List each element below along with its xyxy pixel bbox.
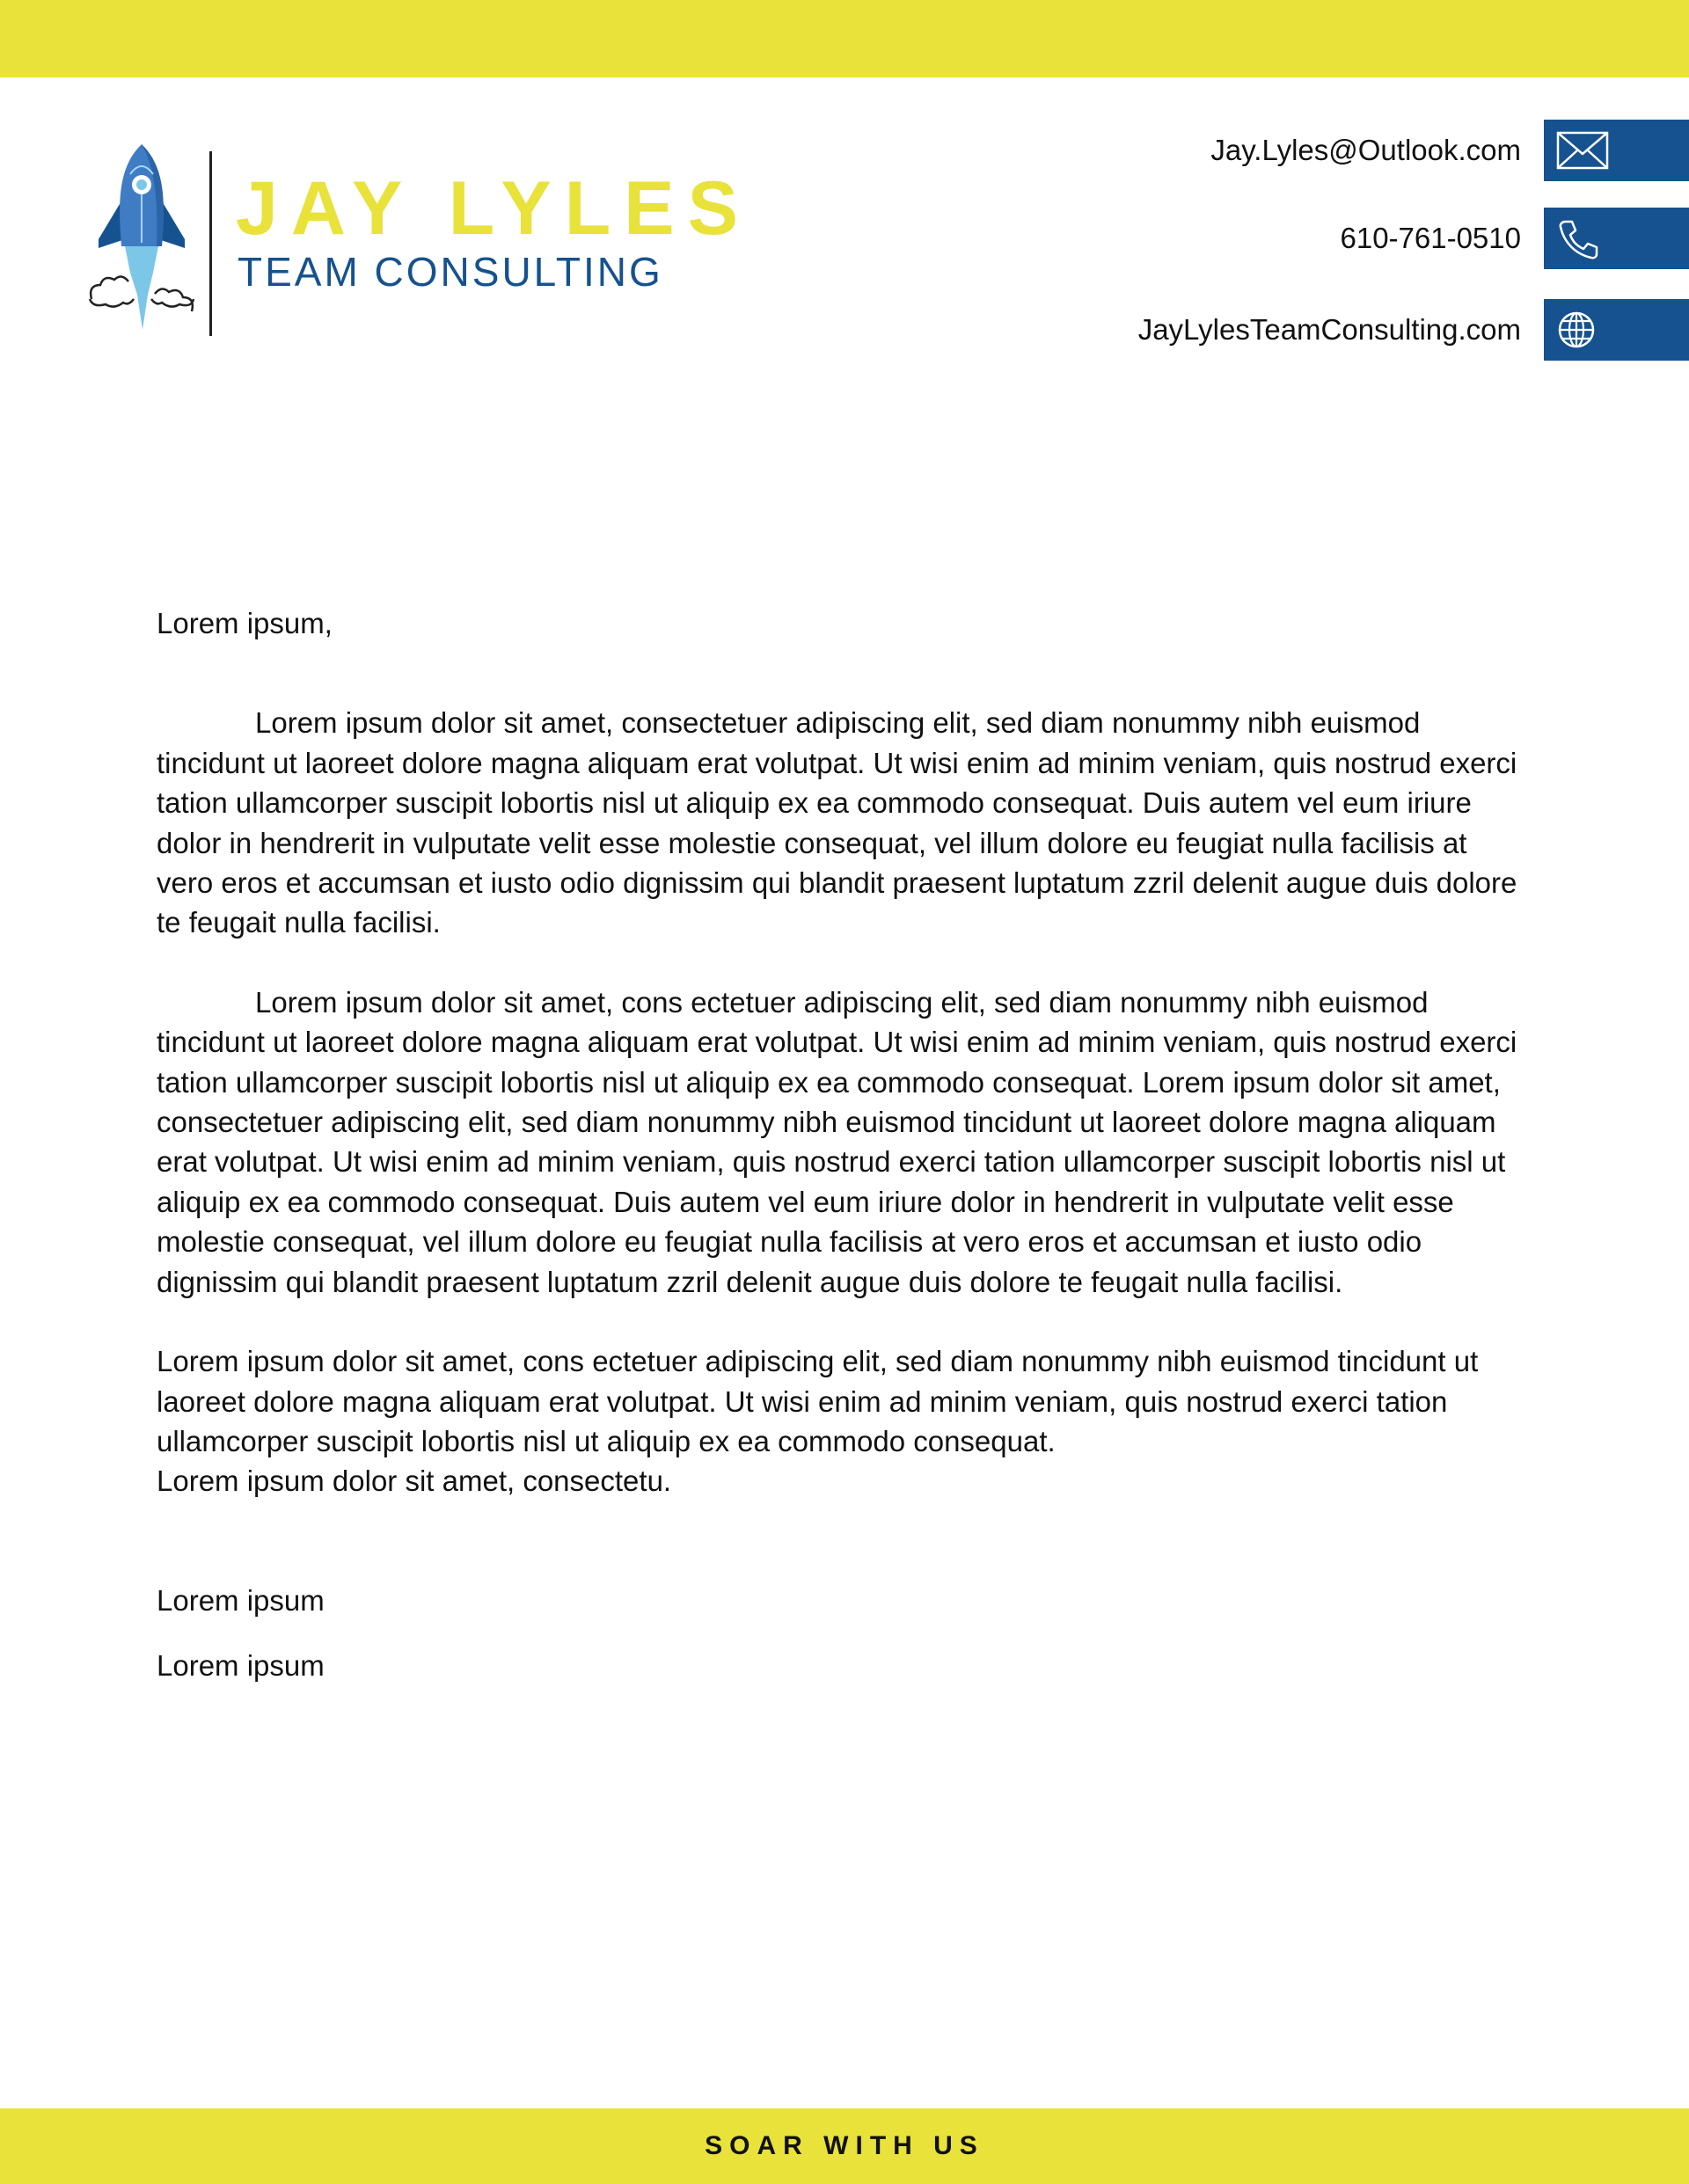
brand-subtitle: TEAM CONSULTING <box>238 249 663 295</box>
contact-email[interactable]: Jay.Lyles@Outlook.com <box>1210 134 1521 166</box>
contact-phone[interactable]: 610-761-0510 <box>1340 222 1521 254</box>
contact-phone-row <box>1340 208 1689 269</box>
rocket-icon <box>84 141 199 343</box>
top-accent-bar <box>0 0 1689 77</box>
closing-line: Lorem ipsum <box>157 1583 325 1617</box>
letter-salutation: Lorem ipsum, <box>157 607 333 639</box>
signature-name: Lorem ipsum <box>157 1649 325 1683</box>
footer-bar <box>0 2108 1689 2184</box>
letter-body <box>157 603 1529 1712</box>
envelope-icon <box>1544 120 1689 181</box>
footer-tagline: SOAR WITH US <box>705 2131 984 2160</box>
letter-closing <box>157 1581 1529 1686</box>
letter-paragraph: Lorem ipsum dolor sit amet, consectetu. <box>157 1465 672 1498</box>
globe-icon <box>1544 299 1689 361</box>
brand-name: JAY LYLES <box>236 166 751 251</box>
letter-paragraph: Lorem ipsum dolor sit amet, cons ectetuer adipiscing elit, sed diam nonummy nibh euismod tincidunt ut laoreet dolore magna aliquam erat volutpat. Ut wisi enim ad minim veniam, quis nostrud exerci tation ullamcorper suscipit lobortis nisl ut aliquip ex ea commodo consequat. Lorem ipsum dolor sit amet, consectetuer adipiscing elit, sed diam nonummy nibh euismod tincidunt ut laoreet dolore magna aliquam erat volutpat. Ut wisi enim ad minim veniam, quis nostrud exerci tation ullamcorper suscipit lobortis nisl ut aliquip ex ea commodo consequat. Duis autem vel eum iriure dolor in hendrerit in vulputate velit esse molestie consequat, vel illum dolore eu feugiat nulla facilisis at vero eros et accumsan et iusto odio dignissim qui blandit praesent luptatum zzril delenit augue duis dolore te feugait nulla facilisi. <box>157 985 1517 1298</box>
letter-paragraph: Lorem ipsum dolor sit amet, consectetuer adipiscing elit, sed diam nonummy nibh euismod tincidunt ut laoreet dolore magna aliquam erat volutpat. Ut wisi enim ad minim veniam, quis nostrud exerci tation ullamcorper suscipit lobortis nisl ut aliquip ex ea commodo consequat. Duis autem vel eum iriure dolor in hendrerit in vulputate velit esse molestie consequat, vel illum dolore eu feugiat nulla facilisis at vero eros et accumsan et iusto odio dignissim qui blandit praesent luptatum zzril delenit augue duis dolore te feugait nulla facilisi. <box>157 706 1517 939</box>
phone-icon <box>1544 208 1689 269</box>
company-logo <box>84 141 751 343</box>
contact-website[interactable]: JayLylesTeamConsulting.com <box>1137 313 1521 346</box>
letter-paragraph: Lorem ipsum dolor sit amet, cons ectetuer adipiscing elit, sed diam nonummy nibh euismod tincidunt ut laoreet dolore magna aliquam erat volutpat. Ut wisi enim ad minim veniam, quis nostrud exerci tation ullamcorper suscipit lobortis nisl ut aliquip ex ea commodo consequat. <box>157 1345 1479 1457</box>
contact-website-row <box>1138 299 1689 361</box>
logo-divider <box>209 151 212 336</box>
contact-email-row <box>1210 120 1689 181</box>
